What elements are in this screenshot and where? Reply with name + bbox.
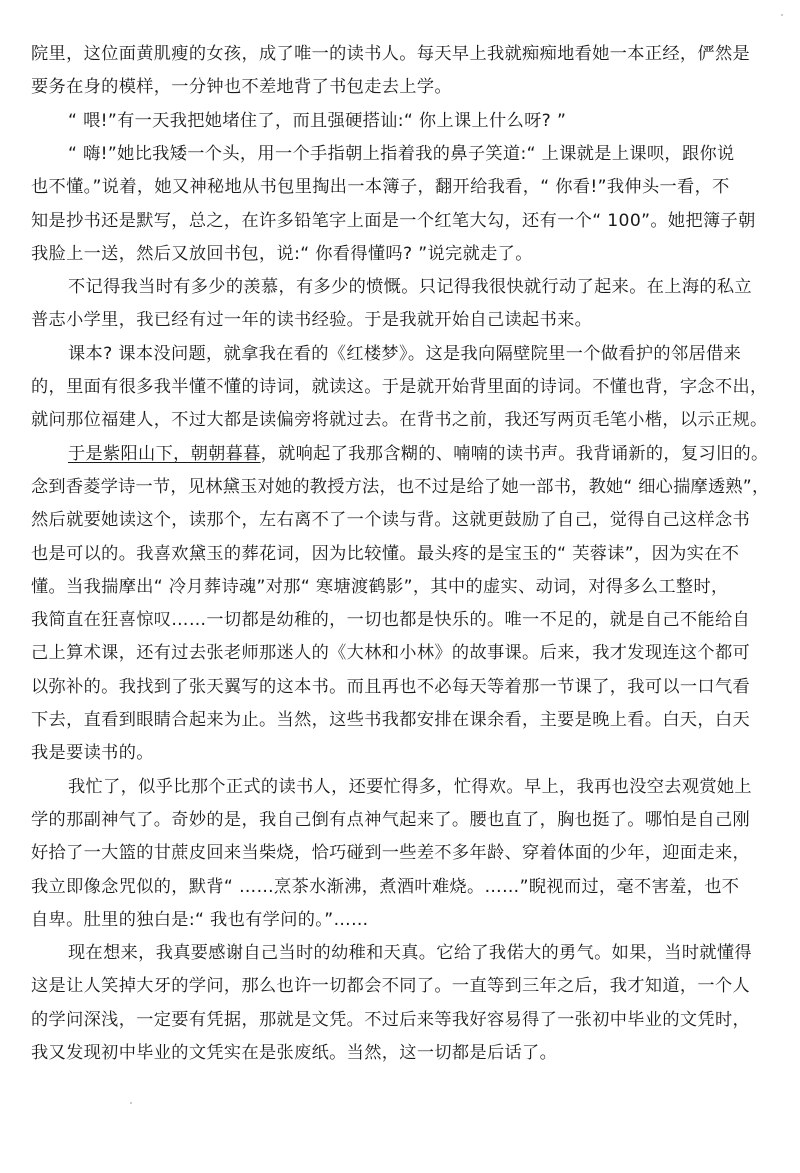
text-line — [31, 1042, 557, 1064]
text-line — [31, 676, 750, 698]
text-line — [31, 876, 739, 898]
line-text: 下去，直看到眼睛合起来为止。当然，这些书我都安排在课余看，主要是晚上看。白天，白天 — [31, 710, 751, 730]
text-line — [31, 509, 750, 531]
line-text: 学的那副神气了。奇妙的是，我自己倒有点神气起来了。腰也直了，胸也挺了。哪怕是自己刚 — [31, 809, 751, 830]
line-text: 也是可以的。我喜欢黛玉的葬花词，因为比较懂。最头疼的是宝玉的“ 芙蓉诔”，因为实在不 — [31, 543, 740, 564]
text-line — [31, 975, 750, 997]
text-line — [31, 76, 452, 98]
text-line — [31, 176, 730, 198]
text-line — [31, 609, 750, 631]
text-line — [31, 642, 750, 664]
line-text: 我又发现初中毕业的文凭实在是张废纸。当然，这一切都是后话了。 — [31, 1043, 558, 1063]
line-text: ，就响起了我那含糊的、喃喃的读书声。我背诵新的，复习旧的。 — [260, 443, 769, 464]
text-line — [31, 476, 769, 498]
line-text: 己上算术课，还有过去张老师那迷人的《大林和小林》的故事课。后来，我才发现连这个都可 — [31, 643, 751, 664]
underlined-phrase: 于是紫阳山下，朝朝暮暮 — [68, 443, 261, 464]
line-text: 以弥补的。我找到了张天翼写的这本书。而且再也不必每天等着那一节课了，我可以一口气看 — [31, 676, 751, 697]
line-text: 现在想来，我真要感谢自己当时的幼稚和天真。它给了我偌大的勇气。如果，当时就懂得 — [68, 943, 752, 964]
text-line — [31, 1009, 750, 1031]
line-text: 然后就要她读这个，读那个，左右离不了一个读与背。这就更鼓励了自己，觉得自己这样念书 — [31, 510, 751, 531]
line-text: 我忙了，似乎比那个正式的读书人，还要忙得多，忙得欢。早上，我再也没空去观赏她上 — [68, 776, 752, 797]
text-line — [68, 143, 735, 165]
text-line — [31, 576, 729, 598]
text-line — [31, 809, 750, 831]
text-line — [31, 842, 750, 864]
line-text: 我立即像念咒似的，默背“ ……烹茶水渐沸，煮酒叶难烧。……”睨视而过，毫不害羞，也不 — [31, 876, 740, 897]
line-text: “ 嗨!”她比我矮一个头，用一个手指朝上指着我的鼻子笑道:“ 上课就是上课呗，跟你说 — [68, 143, 735, 164]
line-text: 的，里面有很多我半懂不懂的诗词，就读这。于是就开始背里面的诗词。不懂也背，字念不出， — [31, 377, 768, 397]
line-text: 好拾了一大篮的甘蔗皮回来当柴烧，恰巧碰到一些差不多年龄、穿着体面的少年，迎面走来， — [31, 843, 751, 864]
line-text: 普志小学里，我已经有过一年的读书经验。于是我就开始自己读起书来。 — [31, 310, 593, 331]
line-text: 不记得我当时有多少的羡慕，有多少的愤慨。只记得我很快就行动了起来。在上海的私立 — [68, 277, 752, 298]
text-line — [31, 543, 739, 565]
text-line — [68, 776, 752, 798]
line-text: 这是让人笑掉大牙的学问，那么也许一切都会不同了。一直等到三年之后，我才知道，一个人 — [31, 976, 751, 997]
text-line — [68, 343, 741, 365]
text-line — [31, 909, 369, 931]
text-line — [68, 443, 769, 465]
text-line — [31, 742, 154, 764]
text-line — [68, 110, 566, 132]
line-text: 我是要读书的。 — [31, 743, 154, 764]
line-text: 自卑。肚里的独白是:“ 我也有学问的。”…… — [31, 909, 369, 930]
line-text: “ 喂!”有一天我把她堵住了，而且强硬搭讪:“ 你上课上什么呀? ” — [68, 110, 567, 131]
text-line — [31, 43, 750, 65]
text-line — [31, 210, 756, 232]
line-text: 要务在身的模样，一分钟也不差地背了书包走去上学。 — [31, 77, 452, 98]
line-text: 也不懂。”说着，她又神秘地从书包里掏出一本簿子，翻开给我看，“ 你看!”我伸头一看，不 — [31, 177, 730, 198]
line-text: 念到香菱学诗一节，见林黛玉对她的教授方法，也不过是给了她一部书，教她“ 细心揣摩透熟”， — [31, 476, 770, 497]
text-line — [68, 276, 752, 298]
line-text: 知是抄书还是默写，总之，在许多铅笔字上面是一个红笔大勾，还有一个“ 100”。她把簿子朝 — [31, 210, 756, 231]
line-text: 我脸上一送，然后又放回书包，说:“ 你看得懂吗? ”说完就走了。 — [31, 243, 533, 264]
line-text: 院里，这位面黄肌瘦的女孩，成了唯一的读书人。每天早上我就痴痴地看她一本正经，俨然是 — [31, 44, 751, 64]
scan-speck — [781, 14, 783, 16]
line-text: 懂。当我揣摩出“ 冷月葬诗魂”对那“ 寒塘渡鹤影”，其中的虚实、动词，对得多么工整时， — [31, 576, 729, 597]
line-text: 课本? 课本没问题，就拿我在看的《红楼梦》。这是我向隔壁院里一个做看护的邻居借来 — [68, 343, 742, 364]
text-line — [31, 376, 768, 398]
text-line — [68, 942, 752, 964]
text-line — [31, 309, 592, 331]
text-line — [31, 709, 750, 731]
line-text: 的学问深浅，一定要有凭据，那就是文凭。不过后来等我好容易得了一张初中毕业的文凭时， — [31, 1009, 751, 1030]
line-text: 我简直在狂喜惊叹……一切都是幼稚的，一切也都是快乐的。唯一不足的，就是自己不能给自 — [31, 610, 751, 631]
scan-speck — [130, 1102, 132, 1104]
text-line — [31, 409, 768, 431]
line-text: 就问那位福建人，不过大都是读偏旁将就过去。在背书之前，我还写两页毛笔小楷，以示正规。 — [31, 410, 768, 431]
text-line — [31, 243, 533, 265]
